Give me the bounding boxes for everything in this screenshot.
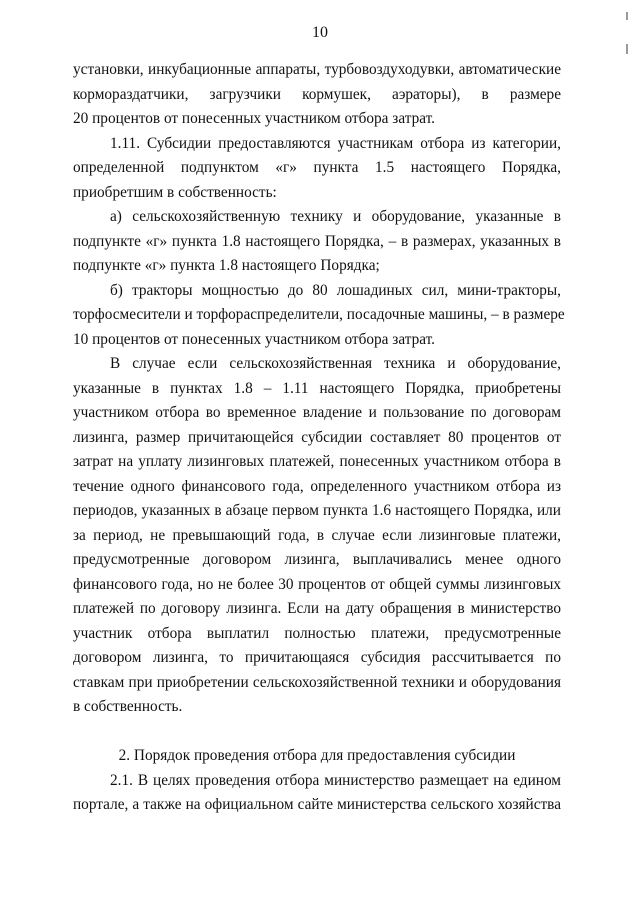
text-line: договором лизинга, то причитающаяся субсидия рассчитывается по bbox=[73, 649, 561, 666]
text-line: В случае если сельскохозяйственная техника и оборудование, bbox=[110, 355, 561, 372]
text-line: установки, инкубационные аппараты, турбовоздуходувки, автоматические bbox=[73, 61, 561, 78]
text-line: участник отбора выплатил полностью платежи, предусмотренные bbox=[73, 624, 561, 642]
text-line: определенной подпунктом «г» пункта 1.5 настоящего Порядка, bbox=[73, 159, 561, 176]
text-line: 2.1. В целях проведения отбора министерство размещает на едином bbox=[110, 771, 561, 789]
text-line: ставкам при приобретении сельскохозяйственной техники и оборудования bbox=[73, 673, 561, 691]
paragraph-2-1 bbox=[73, 769, 561, 818]
text-line: течение одного финансового года, определенного участником отбора из bbox=[73, 477, 561, 495]
text-line: 10 процентов от понесенных участником отбора затрат. bbox=[73, 330, 436, 348]
text-line: предусмотренные договором лизинга, выплачивались менее одного bbox=[73, 551, 561, 568]
text-line: за период, не превышающий года, в случае если лизинговые платежи, bbox=[73, 526, 561, 544]
text-line: в собственность. bbox=[73, 698, 183, 715]
document-body bbox=[73, 58, 565, 818]
text-line: затрат на уплату лизинговых платежей, понесенных участником отбора в bbox=[73, 453, 561, 470]
scan-artifact-mark bbox=[626, 44, 628, 54]
page-number: 10 bbox=[312, 24, 328, 41]
scan-artifact-mark bbox=[626, 12, 628, 20]
text-line: финансового года, но не более 30 процентов от общей суммы лизинговых bbox=[73, 575, 561, 593]
paragraph-item-a bbox=[73, 205, 561, 279]
section-heading-text: 2. Порядок проведения отбора для предоставления субсидии bbox=[118, 747, 516, 764]
text-line: подпункте «г» пункта 1.8 настоящего Порядка, – в размерах, указанных в bbox=[73, 232, 561, 250]
section-spacer bbox=[73, 720, 561, 745]
paragraph-item-b bbox=[73, 279, 565, 353]
text-line: 1.11. Субсидии предоставляются участникам отбора из категории, bbox=[110, 134, 561, 152]
text-line: подпункте «г» пункта 1.8 настоящего Порядка; bbox=[73, 257, 380, 274]
paragraph-1-11 bbox=[73, 132, 561, 206]
text-line: кормораздатчики, загрузчики кормушек, аэраторы), в размере bbox=[73, 85, 561, 103]
text-line: а) сельскохозяйственную технику и оборудование, указанные в bbox=[110, 208, 561, 225]
section-heading bbox=[73, 744, 561, 769]
text-line: 20 процентов от понесенных участником отбора затрат. bbox=[73, 110, 436, 127]
text-line: б) тракторы мощностью до 80 лошадиных сил, мини-тракторы, bbox=[110, 281, 561, 299]
text-line: платежей по договору лизинга. Если на дату обращения в министерство bbox=[73, 600, 561, 617]
text-line: приобретшим в собственность: bbox=[73, 183, 277, 201]
paragraph-leasing bbox=[73, 352, 561, 720]
text-line: лизинга, размер причитающейся субсидии составляет 80 процентов от bbox=[73, 428, 561, 446]
text-line: указанные в пунктах 1.8 – 1.11 настоящего Порядка, приобретены bbox=[73, 379, 561, 397]
text-line: участником отбора во временное владение и пользование по договорам bbox=[73, 404, 561, 421]
paragraph-continuation bbox=[73, 58, 561, 132]
text-line: портале, а также на официальном сайте министерства сельского хозяйства bbox=[73, 796, 561, 813]
text-line: периодов, указанных в абзаце первом пункта 1.6 настоящего Порядка, или bbox=[73, 502, 561, 519]
text-line: торфосмесители и торфораспределители, посадочные машины, – в размере bbox=[73, 306, 565, 323]
